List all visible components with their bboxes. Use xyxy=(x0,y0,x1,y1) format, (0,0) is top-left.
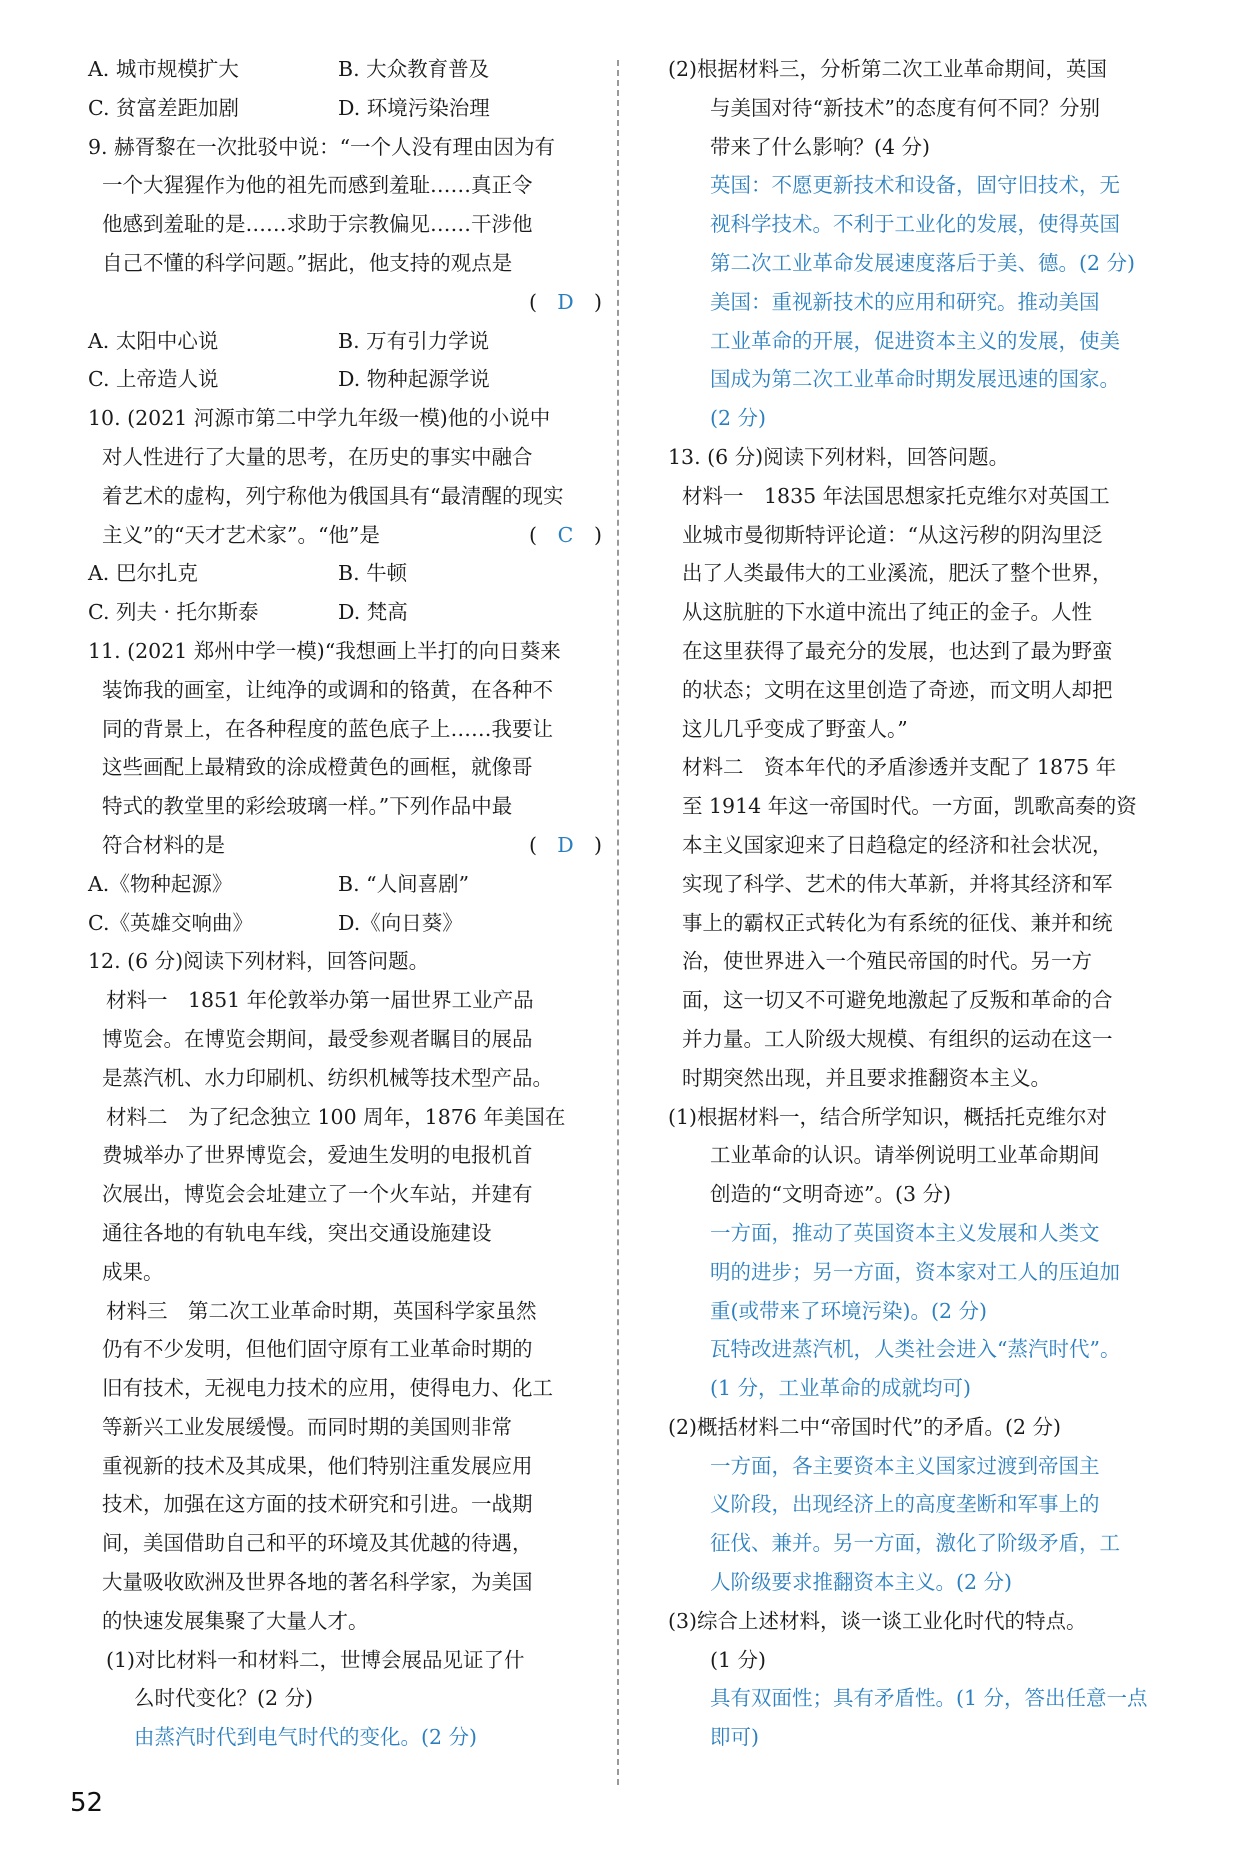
question-line: 11. (2021 郑州中学一模)“我想画上半打的向日葵来 xyxy=(88,638,561,663)
answer-line: 人阶级要求推翻资本主义。(2 分) xyxy=(710,1570,1013,1595)
answer-line: 一方面，推动了英国资本主义发展和人类文 xyxy=(710,1220,1100,1245)
option-choice: B. 大众教育普及 xyxy=(338,57,490,81)
answer-line: 视科学技术。不利于工业化的发展，使得英国 xyxy=(710,212,1120,237)
option-row xyxy=(88,904,623,943)
choice-answer: D xyxy=(557,832,575,857)
option-choice: B. 万有引力学说 xyxy=(338,328,490,353)
question-line xyxy=(88,283,623,322)
question-line: 12. (6 分)阅读下列材料，回答问题。 xyxy=(88,949,430,974)
option-choice: D. 环境污染治理 xyxy=(338,95,490,120)
question-line: (1)对比材料一和材料二，世博会展品见证了什 xyxy=(106,1647,525,1672)
answer-line: 重(或带来了环境污染)。(2 分) xyxy=(710,1298,988,1323)
question-line: 面，这一切又不可避免地激起了反叛和革命的合 xyxy=(682,988,1113,1013)
question-line: 通往各地的有轨电车线，突出交通设施建设 xyxy=(102,1220,492,1245)
question-line: 一个大猩猩作为他的祖先而感到羞耻……真正令 xyxy=(102,173,533,198)
question-line: (2)根据材料三，分析第二次工业革命期间，英国 xyxy=(668,57,1108,81)
option-choice: B. 牛顿 xyxy=(338,561,408,586)
answer-line: 由蒸汽时代到电气时代的变化。(2 分) xyxy=(134,1725,478,1750)
option-choice: C. 贫富差距加剧 xyxy=(88,95,239,120)
answer-line: 美国：重视新技术的应用和研究。推动美国 xyxy=(710,289,1100,314)
option-row xyxy=(88,322,623,361)
answer-line: 即可) xyxy=(710,1725,759,1750)
option-choice: C. 上帝造人说 xyxy=(88,367,219,392)
question-line: 从这肮脏的下水道中流出了纯正的金子。人性 xyxy=(682,600,1092,625)
question-line: 仍有不少发明，但他们固守原有工业革命时期的 xyxy=(102,1337,533,1362)
answer-line: 英国：不愿更新技术和设备，固守旧技术，无 xyxy=(710,173,1120,198)
question-line: 博览会。在博览会期间，最受参观者瞩目的展品 xyxy=(102,1026,533,1051)
option-choice: C.《英雄交响曲》 xyxy=(88,910,253,935)
question-line: 么时代变化？(2 分) xyxy=(134,1686,314,1711)
question-line: 的状态；文明在这里创造了奇迹，而文明人却把 xyxy=(682,677,1113,702)
option-choice: B. “人间喜剧” xyxy=(338,871,470,896)
question-line: 次展出，博览会会址建立了一个火车站，并建有 xyxy=(102,1182,533,1207)
question-line: 着艺术的虚构，列宁称他为俄国具有“最清醒的现实 xyxy=(102,483,564,508)
question-line: 这些画配上最精致的涂成橙黄色的画框，就像哥 xyxy=(102,755,533,780)
question-line: 材料一 1851 年伦敦举办第一届世界工业产品 xyxy=(106,988,534,1013)
question-line: (1)根据材料一，结合所学知识，概括托克维尔对 xyxy=(668,1104,1108,1129)
answer-line: 工业革命的开展，促进资本主义的发展，使美 xyxy=(710,328,1120,353)
option-choice: A. 巴尔扎克 xyxy=(88,561,198,586)
question-line: 并力量。工人阶级大规模、有组织的运动在这一 xyxy=(682,1026,1113,1051)
question-line: 特式的教堂里的彩绘玻璃一样。”下列作品中最 xyxy=(102,794,513,819)
question-line: 10. (2021 河源市第二中学九年级一模)他的小说中 xyxy=(88,406,551,431)
question-line: 同的背景上，在各种程度的蓝色底子上……我要让 xyxy=(102,716,553,741)
column-divider xyxy=(617,60,619,1785)
question-line: 材料三 第二次工业革命时期，英国科学家虽然 xyxy=(106,1298,537,1323)
answer-bracket: ( C ) xyxy=(529,516,603,555)
question-line: 是蒸汽机、水力印刷机、纺织机械等技术型产品。 xyxy=(102,1065,553,1090)
question-line: 旧有技术，无视电力技术的应用，使得电力、化工 xyxy=(102,1376,553,1401)
question-line: 工业革命的认识。请举例说明工业革命期间 xyxy=(710,1143,1100,1168)
question-line: (3)综合上述材料，谈一谈工业化时代的特点。 xyxy=(668,1608,1087,1633)
question-line: 9. 赫胥黎在一次批驳中说：“一个人没有理由因为有 xyxy=(88,134,556,159)
question-line: 创造的“文明奇迹”。(3 分) xyxy=(710,1182,952,1207)
question-line: 对人性进行了大量的思考，在历史的事实中融合 xyxy=(102,444,533,469)
question-line: 出了人类最伟大的工业溪流，肥沃了整个世界， xyxy=(682,561,1113,586)
question-line: 事上的霸权正式转化为有系统的征伐、兼并和统 xyxy=(682,910,1113,935)
answer-line: (2 分) xyxy=(710,406,767,431)
question-line: 与美国对待“新技术”的态度有何不同？分别 xyxy=(710,95,1100,120)
answer-line: 一方面，各主要资本主义国家过渡到帝国主 xyxy=(710,1453,1100,1478)
question-line: 业城市曼彻斯特评论道：“从这污秽的阴沟里泛 xyxy=(682,522,1103,547)
option-row xyxy=(88,50,623,89)
option-row xyxy=(88,554,623,593)
question-line: 这儿几乎变成了野蛮人。” xyxy=(682,716,908,741)
answer-bracket: ( D ) xyxy=(529,826,603,865)
question-line: 材料二 为了纪念独立 100 周年，1876 年美国在 xyxy=(106,1104,566,1129)
answer-line: 征伐、兼并。另一方面，激化了阶级矛盾，工 xyxy=(710,1531,1120,1556)
right-column xyxy=(668,50,1173,1757)
page-number: 52 xyxy=(70,1788,104,1818)
question-line: 至 1914 年这一帝国时代。一方面，凯歌高奏的资 xyxy=(682,794,1137,819)
option-row xyxy=(88,89,623,128)
answer-line: 具有双面性；具有矛盾性。(1 分，答出任意一点 xyxy=(710,1686,1148,1711)
question-line: 本主义国家迎来了日趋稳定的经济和社会状况， xyxy=(682,832,1113,857)
answer-line: 明的进步；另一方面，资本家对工人的压迫加 xyxy=(710,1259,1120,1284)
answer-bracket: ( D ) xyxy=(529,283,603,322)
answer-line: 瓦特改进蒸汽机，人类社会进入“蒸汽时代”。 xyxy=(710,1337,1121,1362)
answer-line: 第二次工业革命发展速度落后于美、德。(2 分) xyxy=(710,250,1136,275)
question-line: 的快速发展集聚了大量人才。 xyxy=(102,1608,369,1633)
question-line: (1 分) xyxy=(710,1647,767,1672)
option-row xyxy=(88,360,623,399)
question-line: 间，美国借助自己和平的环境及其优越的待遇， xyxy=(102,1531,533,1556)
question-line: 实现了科学、艺术的伟大革新，并将其经济和军 xyxy=(682,871,1113,896)
option-choice: A. 城市规模扩大 xyxy=(88,57,239,81)
left-column xyxy=(88,50,623,1757)
question-line xyxy=(88,516,623,555)
question-line: 大量吸收欧洲及世界各地的著名科学家，为美国 xyxy=(102,1570,533,1595)
option-row xyxy=(88,865,623,904)
question-line: 时期突然出现，并且要求推翻资本主义。 xyxy=(682,1065,1051,1090)
question-line: 重视新的技术及其成果，他们特别注重发展应用 xyxy=(102,1453,533,1478)
choice-answer: C xyxy=(557,522,575,547)
answer-line: 义阶段，出现经济上的高度垄断和军事上的 xyxy=(710,1492,1100,1517)
option-choice: C. 列夫 · 托尔斯泰 xyxy=(88,600,259,625)
question-line: 装饰我的画室，让纯净的或调和的铬黄，在各种不 xyxy=(102,677,553,702)
question-line: 治，使世界进入一个殖民帝国的时代。另一方 xyxy=(682,949,1092,974)
question-line: 等新兴工业发展缓慢。而同时期的美国则非常 xyxy=(102,1414,512,1439)
option-choice: A.《物种起源》 xyxy=(88,871,233,896)
choice-answer: D xyxy=(557,289,575,314)
option-choice: D. 物种起源学说 xyxy=(338,367,490,392)
question-line: 技术，加强在这方面的技术研究和引进。一战期 xyxy=(102,1492,533,1517)
question-line: (2)概括材料二中“帝国时代”的矛盾。(2 分) xyxy=(668,1414,1062,1439)
answer-line: (1 分，工业革命的成就均可) xyxy=(710,1376,972,1401)
question-line: 13. (6 分)阅读下列材料，回答问题。 xyxy=(668,444,1010,469)
question-line: 带来了什么影响？(4 分) xyxy=(710,134,931,159)
question-line: 材料二 资本年代的矛盾渗透并支配了 1875 年 xyxy=(682,755,1117,780)
question-line: 材料一 1835 年法国思想家托克维尔对英国工 xyxy=(682,483,1110,508)
option-row xyxy=(88,593,623,632)
option-choice: A. 太阳中心说 xyxy=(88,328,219,353)
question-text: 符合材料的是 xyxy=(102,832,225,857)
question-text: 主义”的“天才艺术家”。“他”是 xyxy=(102,522,380,547)
option-choice: D. 梵高 xyxy=(338,600,408,625)
question-line: 他感到羞耻的是……求助于宗教偏见……干涉他 xyxy=(102,212,533,237)
question-line: 成果。 xyxy=(102,1259,164,1284)
question-line: 自己不懂的科学问题。”据此，他支持的观点是 xyxy=(102,250,513,275)
answer-line: 国成为第二次工业革命时期发展迅速的国家。 xyxy=(710,367,1120,392)
question-line: 费城举办了世界博览会，爱迪生发明的电报机首 xyxy=(102,1143,533,1168)
question-line xyxy=(88,826,623,865)
option-choice: D.《向日葵》 xyxy=(338,910,463,935)
question-line: 在这里获得了最充分的发展，也达到了最为野蛮 xyxy=(682,638,1113,663)
